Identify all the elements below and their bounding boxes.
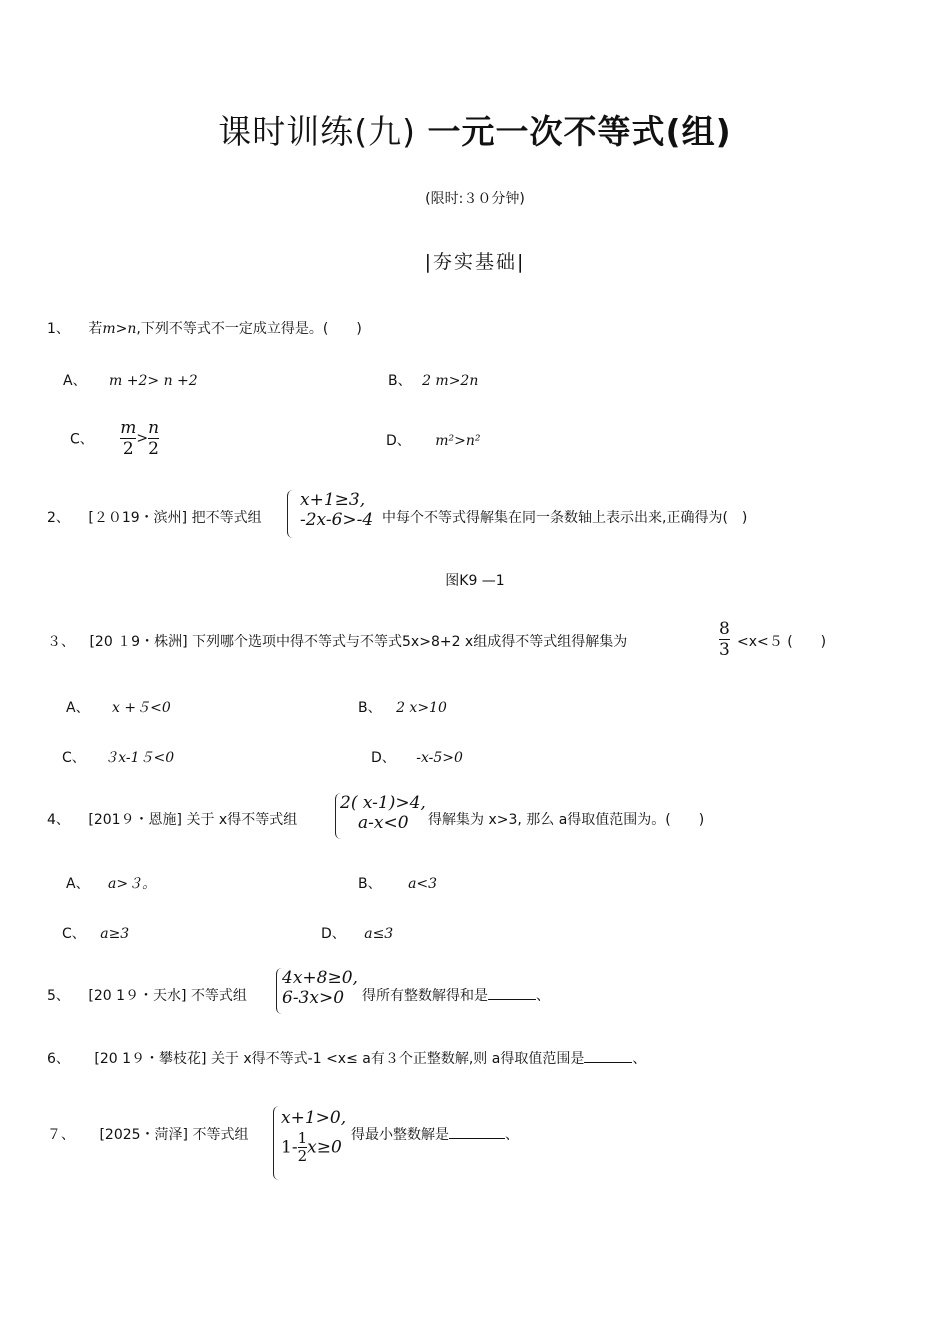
line2-pre: 1- bbox=[281, 1137, 298, 1158]
system-brace bbox=[273, 1106, 280, 1180]
q6-number: 6、 bbox=[47, 1051, 70, 1067]
q1-stem-post: ,下列不等式不一定成立得是。( ) bbox=[136, 321, 362, 337]
title-main: 课时训练(九) bbox=[218, 112, 417, 151]
question-6 bbox=[47, 1048, 646, 1068]
fraction-numerator: 8 bbox=[719, 619, 730, 639]
system-line-1: 2( x-1)>4, bbox=[340, 793, 426, 813]
answer-blank[interactable] bbox=[488, 987, 536, 1000]
q7-source: [2025・菏泽] bbox=[99, 1127, 189, 1143]
q1-option-c[interactable] bbox=[70, 418, 159, 459]
system-line-1: 4x+8≥0, bbox=[282, 968, 358, 988]
q1-var-n: n bbox=[127, 321, 137, 337]
q2-source: [２０19・滨州] bbox=[88, 510, 188, 526]
q5-stem-pre: 不等式组 bbox=[190, 988, 247, 1004]
fraction-numerator: n bbox=[148, 418, 160, 438]
q3-number: ３、 bbox=[47, 634, 75, 650]
option-label: C、 bbox=[62, 926, 86, 942]
q1-option-d[interactable] bbox=[386, 430, 480, 450]
q2-system bbox=[300, 490, 373, 530]
option-expr: a≥3 bbox=[100, 926, 130, 942]
fraction-denominator: 3 bbox=[719, 640, 730, 660]
q6-stem: 关于 x得不等式-1 <x≤ a有３个正整数解,则 a得取值范围是 bbox=[210, 1051, 585, 1067]
option-label: D、 bbox=[321, 926, 346, 942]
option-expr: a<3 bbox=[408, 876, 438, 892]
q5-stem-text: 得所有整数解得和是 bbox=[362, 988, 488, 1004]
answer-blank[interactable] bbox=[449, 1126, 505, 1139]
q7-system bbox=[281, 1108, 346, 1165]
fraction-denominator: 2 bbox=[148, 439, 159, 459]
fraction-numerator: m bbox=[120, 418, 137, 438]
q2-stem-pre: 把不等式组 bbox=[191, 510, 262, 526]
option-expr: x +５<0 bbox=[112, 700, 171, 716]
system-line-2: 6-3x>0 bbox=[282, 988, 345, 1008]
option-label: D、 bbox=[371, 750, 396, 766]
q4-source: [201９・恩施] bbox=[88, 812, 183, 828]
title-bold: 一元一次不等式(组) bbox=[427, 112, 732, 151]
option-expr: 2 x>10 bbox=[396, 700, 447, 716]
q7-end: 、 bbox=[505, 1127, 519, 1143]
q4-stem-pre: 关于 x得不等式组 bbox=[186, 812, 298, 828]
option-expr: 2 m>2n bbox=[422, 373, 479, 389]
fraction-denominator: 2 bbox=[122, 439, 134, 459]
option-label: B、 bbox=[388, 373, 412, 389]
q1-stem-pre: 若 bbox=[88, 321, 103, 337]
q2-number: 2、 bbox=[47, 510, 70, 526]
fraction bbox=[120, 418, 136, 459]
q3-stem-post: <x<５ ( ) bbox=[737, 634, 827, 650]
q1-number: 1、 bbox=[47, 321, 70, 337]
q7-stem-post bbox=[351, 1124, 519, 1144]
option-label: C、 bbox=[62, 750, 86, 766]
system-line-2: -2x-6>-4 bbox=[300, 510, 374, 530]
system-line-1: x+1≥3, bbox=[300, 490, 366, 510]
q4-option-d[interactable] bbox=[321, 923, 393, 943]
option-label: C、 bbox=[70, 431, 94, 448]
q4-system bbox=[340, 793, 426, 833]
q3-source: [20 １9・株洲] bbox=[89, 634, 188, 650]
q1-gt: > bbox=[115, 321, 128, 337]
question-4 bbox=[47, 809, 297, 829]
option-expr: -x-5>0 bbox=[416, 750, 463, 766]
option-label: D、 bbox=[386, 433, 411, 449]
q5-source: [20 1９・天水] bbox=[88, 988, 187, 1004]
q6-source: [20 1９・攀枝花] bbox=[94, 1051, 207, 1067]
q1-var-m: m bbox=[102, 321, 116, 337]
answer-blank[interactable] bbox=[584, 1050, 632, 1063]
page-title bbox=[0, 106, 950, 153]
fraction-numerator: 1 bbox=[297, 1129, 308, 1147]
time-limit: (限时:３０分钟) bbox=[425, 191, 525, 207]
q3-option-c[interactable] bbox=[62, 747, 174, 767]
fraction bbox=[298, 1130, 308, 1165]
q3-option-d[interactable] bbox=[371, 747, 463, 767]
option-label: A、 bbox=[63, 373, 87, 389]
q5-number: 5、 bbox=[47, 988, 70, 1004]
system-brace bbox=[287, 490, 294, 538]
q1-option-a[interactable] bbox=[63, 370, 198, 390]
q3-option-a[interactable] bbox=[66, 697, 171, 717]
fraction-denominator: 2 bbox=[297, 1147, 308, 1165]
q7-stem-pre: 不等式组 bbox=[192, 1127, 249, 1143]
fraction bbox=[719, 619, 730, 660]
q5-stem-post bbox=[362, 985, 550, 1005]
q7-stem-text: 得最小整数解是 bbox=[351, 1127, 449, 1143]
q4-stem-post: 得解集为 x>3, 那么 a得取值范围为。( ) bbox=[428, 812, 705, 828]
option-label: B、 bbox=[358, 700, 382, 716]
option-label: A、 bbox=[66, 700, 90, 716]
q7-number: ７、 bbox=[47, 1127, 75, 1143]
option-expr: a≤3 bbox=[364, 926, 394, 942]
option-expr: ３x-1５<0 bbox=[104, 750, 175, 766]
system-line-2: a-x<0 bbox=[358, 813, 409, 833]
line2-post: x≥0 bbox=[307, 1137, 342, 1158]
system-line-1: x+1>0, bbox=[281, 1108, 347, 1128]
q3-option-b[interactable] bbox=[358, 697, 447, 717]
option-label: A、 bbox=[66, 876, 90, 892]
section-heading: |夯实基础| bbox=[424, 251, 526, 273]
q1-option-b[interactable] bbox=[388, 370, 478, 390]
q4-option-c[interactable] bbox=[62, 923, 129, 943]
q5-end: 、 bbox=[536, 988, 550, 1004]
question-5 bbox=[47, 985, 247, 1005]
figure-caption: 图K9 —1 bbox=[445, 573, 505, 589]
q5-system bbox=[282, 968, 358, 1008]
q3-stem-pre: 下列哪个选项中得不等式与不等式5x>8+2 x组成得不等式组得解集为 bbox=[192, 634, 628, 650]
option-expr: a>３。 bbox=[108, 876, 157, 892]
q4-number: 4、 bbox=[47, 812, 70, 828]
question-3 bbox=[47, 631, 627, 651]
q4-option-b[interactable] bbox=[358, 873, 437, 893]
q2-stem-post: 中每个不等式得解集在同一条数轴上表示出来,正确得为( ) bbox=[382, 510, 748, 526]
question-2 bbox=[47, 507, 262, 527]
question-1 bbox=[47, 318, 362, 338]
q3-fraction bbox=[719, 619, 730, 660]
option-expr: m²>n² bbox=[435, 433, 481, 449]
option-label: B、 bbox=[358, 876, 382, 892]
q4-option-a[interactable] bbox=[66, 873, 156, 893]
fraction bbox=[148, 418, 159, 459]
option-expr: m +2> n +2 bbox=[109, 373, 198, 389]
q6-end: 、 bbox=[632, 1051, 647, 1067]
question-7 bbox=[47, 1124, 248, 1144]
gt-sign: > bbox=[136, 430, 149, 447]
system-line-2 bbox=[281, 1130, 346, 1165]
